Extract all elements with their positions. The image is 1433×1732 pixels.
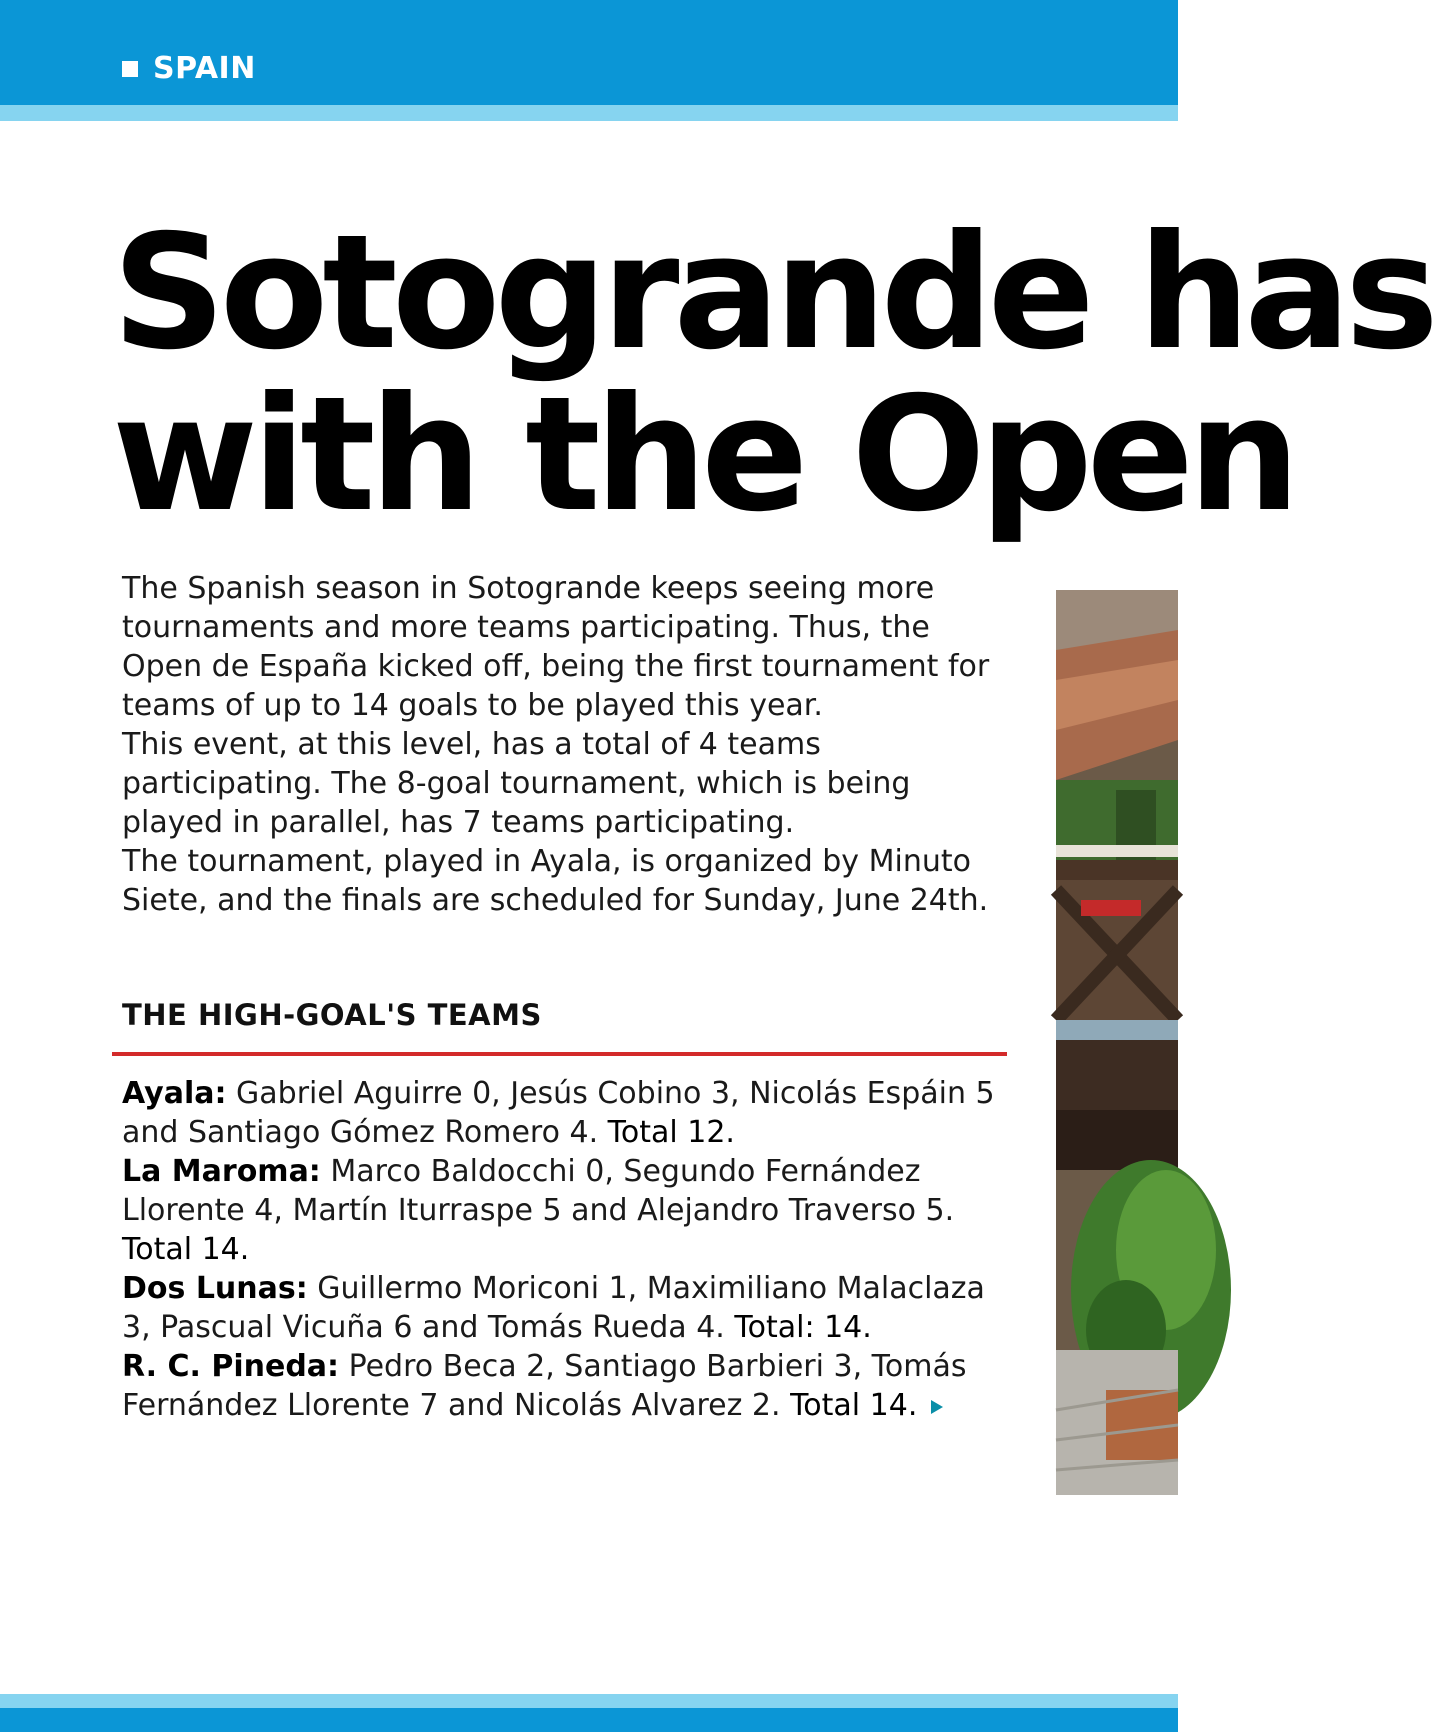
team-entry — [122, 1074, 1002, 1152]
section-label: SPAIN — [153, 51, 256, 86]
headline-line-2: with the Open — [112, 363, 1295, 547]
team-name: La Maroma: — [122, 1154, 321, 1189]
team-players: Gabriel Aguirre 0, Jesús Cobino 3, Nicolás Espáin 5 and Santiago Gómez Romero 4. — [122, 1076, 995, 1150]
team-total: Total 14. — [122, 1232, 250, 1267]
team-players: Pedro Beca 2, Santiago Barbieri 3, Tomás Fernández Llorente 7 and Nicolás Alvarez 2. — [122, 1349, 967, 1423]
team-total: Total: 14. — [734, 1310, 872, 1345]
team-name: Ayala: — [122, 1076, 227, 1111]
headline — [112, 201, 1433, 547]
top-header-stripe — [0, 105, 1178, 121]
bottom-footer-bar — [0, 1708, 1178, 1732]
team-entry — [122, 1152, 1002, 1269]
square-bullet-icon — [122, 61, 138, 77]
terrace-photo — [1056, 590, 1178, 1495]
intro-text — [122, 569, 1002, 920]
team-players: Guillermo Moriconi 1, Maximiliano Malaclaza 3, Pascual Vicuña 6 and Tomás Rueda 4. — [122, 1271, 985, 1345]
intro-paragraph: This event, at this level, has a total of 4 teams participating. The 8-goal tournament, which is being played in parallel, has 7 teams participating. — [122, 727, 911, 840]
intro-paragraph: The tournament, played in Ayala, is organized by Minuto Siete, and the finals are scheduled for Sunday, June 24th. — [122, 844, 989, 918]
team-entry — [122, 1269, 1002, 1347]
team-name: Dos Lunas: — [122, 1271, 308, 1306]
team-total: Total 12. — [607, 1115, 735, 1150]
headline-line-1: Sotogrande has — [112, 201, 1433, 385]
teams-list — [122, 1074, 1002, 1425]
play-arrow-icon — [931, 1400, 943, 1414]
intro-paragraph: The Spanish season in Sotogrande keeps seeing more tournaments and more teams participating. Thus, the Open de España kicked off, being the first tournament for teams of up to 14 goals to be played this year. — [122, 571, 990, 723]
team-total: Total 14. — [790, 1388, 918, 1423]
team-entry — [122, 1347, 1002, 1425]
team-name: R. C. Pineda: — [122, 1349, 340, 1384]
heading-divider — [112, 1052, 1007, 1056]
teams-heading: THE HIGH-GOAL'S TEAMS — [122, 998, 542, 1032]
bottom-footer-stripe — [0, 1694, 1178, 1708]
team-players: Marco Baldocchi 0, Segundo Fernández Llorente 4, Martín Iturraspe 5 and Alejandro Traverso 5. — [122, 1154, 955, 1228]
